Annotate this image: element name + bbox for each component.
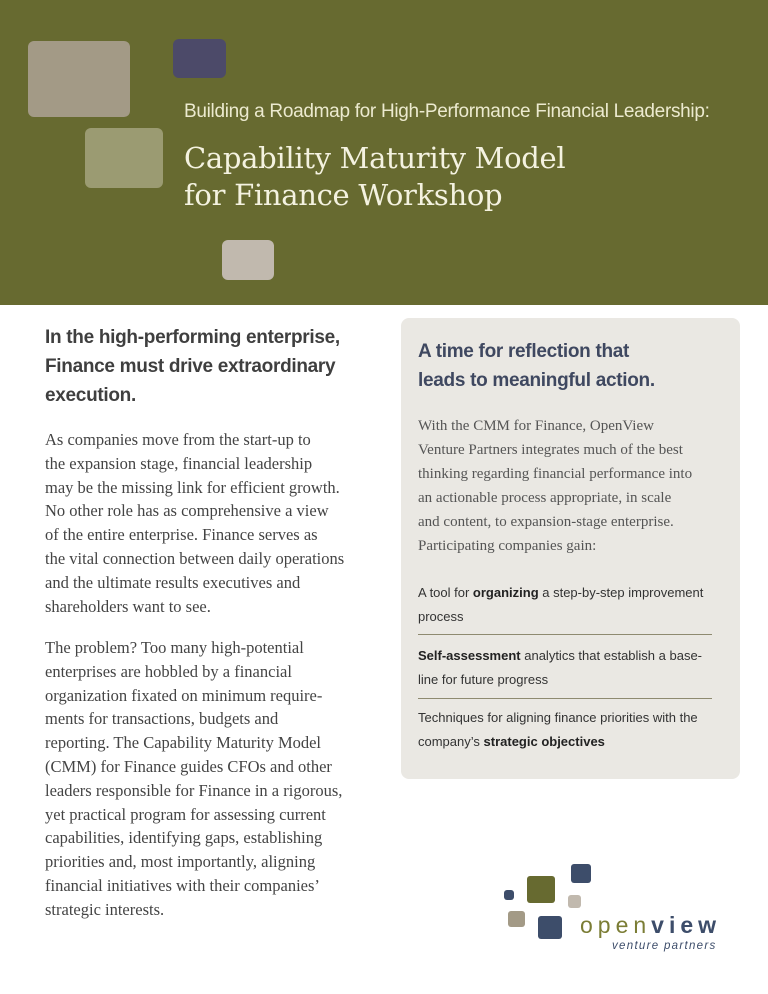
logo-square [538,916,562,939]
body-paragraph-problem [45,636,380,922]
body-line: leaders responsible for Finance in a rigorous, [45,780,343,800]
sidebar-line: Venture Partners integrates much of the best [418,442,683,458]
sidebar-line: thinking regarding financial performance into [418,466,693,482]
page-subtitle: Building a Roadmap for High-Performance Financial Leadership: [184,101,710,122]
lead-line: Finance must drive extraordinary [45,356,336,377]
body-line: priorities and, most importantly, aligning [45,852,316,872]
body-line: of the entire enterprise. Finance serves as [45,525,318,545]
sidebar-heading-line: A time for reflection that [418,341,630,362]
decorative-square [28,41,130,117]
body-line: organization fixated on minimum require- [45,685,323,705]
page-title [184,140,565,214]
logo-tagline: venture partners [612,940,717,952]
body-line: may be the missing link for efficient growth. [45,477,340,497]
body-paragraph-intro [45,428,380,618]
sidebar-line: an actionable process appropriate, in scale [418,490,672,506]
body-line: strategic interests. [45,899,165,919]
sidebar-heading-line: leads to meaningful action. [418,370,655,391]
body-line: enterprises are hobbled by a financial [45,661,292,681]
sidebar-line: With the CMM for Finance, OpenView [418,418,654,434]
body-line: As companies move from the start-up to [45,430,311,449]
body-line: yet practical program for assessing current [45,804,326,824]
gain-item-organizing [418,581,712,629]
gain-text: analytics that establish a base- [520,648,703,663]
sidebar-heading [418,337,718,395]
gain-text: Techniques for aligning finance priorities with the [418,710,698,725]
gain-text: company’s [418,734,484,749]
logo-square [508,911,525,927]
logo-square [504,890,514,900]
lead-heading [45,323,375,410]
logo-square [571,864,591,883]
gain-emphasis: Self-assessment [418,648,521,663]
gain-text: line for future progress [418,672,549,687]
logo-wordmark [580,912,721,939]
body-line: and the ultimate results executives and [45,572,301,592]
gain-item-self-assessment [418,644,712,692]
gain-text: a step-by-step improvement [538,585,704,600]
sidebar-line: and content, to expansion-stage enterprise. [418,514,674,530]
body-line: ments for transactions, budgets and [45,709,279,729]
body-line: capabilities, identifying gaps, establishing [45,828,323,848]
body-line: reporting. The Capability Maturity Model [45,733,322,753]
gain-text: A tool for [418,585,473,600]
decorative-square [222,240,274,280]
logo-word-view: view [651,912,722,938]
gain-text: process [418,609,464,624]
body-line: No other role has as comprehensive a view [45,501,329,521]
body-line: shareholders want to see. [45,596,211,616]
body-line: (CMM) for Finance guides CFOs and other [45,756,332,776]
gain-emphasis: organizing [472,585,539,600]
header-banner [0,0,768,305]
logo-square [568,895,581,908]
body-line: The problem? Too many high-potential [45,638,304,657]
decorative-square [85,128,163,188]
divider [418,698,712,699]
sidebar-line: Participating companies gain: [418,538,597,554]
lead-line: execution. [45,385,136,406]
gain-emphasis: strategic objectives [483,734,605,749]
sidebar-intro [418,414,730,558]
body-line: the vital connection between daily operations [45,548,345,568]
gain-item-techniques [418,706,712,754]
lead-line: In the high-performing enterprise, [45,327,340,348]
body-line: the expansion stage, financial leadership [45,453,313,473]
decorative-square [173,39,226,78]
body-line: financial initiatives with their companies’ [45,875,320,895]
logo-word-open: open [580,912,652,938]
logo-square [527,876,555,903]
title-line: Capability Maturity Model [184,141,566,175]
divider [418,634,712,635]
title-line: for Finance Workshop [184,178,503,212]
